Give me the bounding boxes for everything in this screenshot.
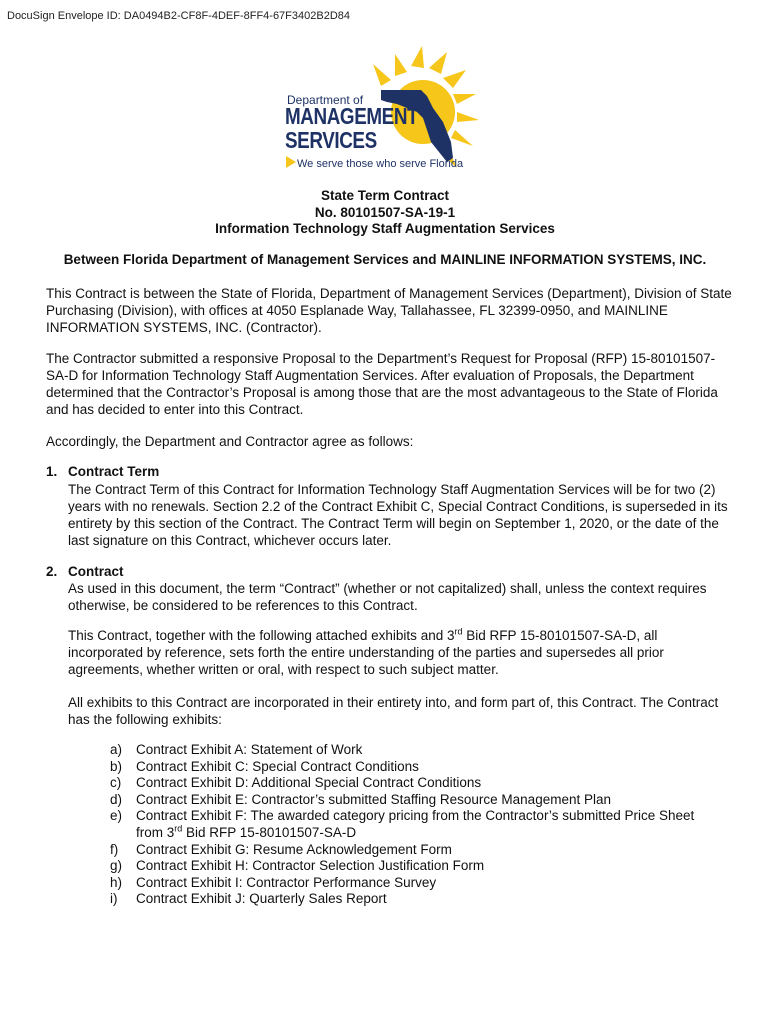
section-1-body: The Contract Term of this Contract for Information Technology Staff Augmentation Services will be for two (2) years with no renewals. Section 2.2 of the Contract Exhibit C, Special Contract Conditions, is superseded in its entirety by this section of the Contract. The Contract Term will begin on September 1, 2020, or the date of the last signature on this Contract, whichever occurs later. (68, 482, 728, 548)
section-1-number: 1. (46, 464, 58, 479)
title-line-3: Information Technology Staff Augmentation Services (215, 221, 555, 236)
logo-services: SERVICES (285, 127, 377, 153)
agree-paragraph: Accordingly, the Department and Contractor agree as follows: (46, 434, 414, 449)
exhibit-item: i) Contract Exhibit J: Quarterly Sales Report (110, 891, 387, 907)
section-2-number: 2. (46, 564, 58, 579)
logo-management: MANAGEMENT (285, 103, 419, 129)
section-1-title: Contract Term (68, 464, 160, 479)
dms-logo (283, 44, 498, 176)
section-2-heading (46, 564, 124, 579)
section-2-title: Contract (68, 564, 124, 579)
title-line-1: State Term Contract (320, 188, 450, 203)
exhibit-item: c) Contract Exhibit D: Additional Special Contract Conditions (110, 775, 482, 791)
title-line-2: No. 80101507-SA-19-1 (314, 205, 456, 220)
exhibit-item: b) Contract Exhibit C: Special Contract Conditions (110, 758, 419, 774)
exhibit-item: e) Contract Exhibit F: The awarded category pricing from the Contractor’s submitted Price Sheet from 3rd Bid RFP 15-80101507-SA-D (110, 808, 695, 840)
exhibit-list (110, 742, 730, 908)
exhibit-item: g) Contract Exhibit H: Contractor Selection Justification Form (110, 858, 485, 874)
logo-tagline: We serve those who serve Florida (297, 158, 464, 170)
exhibit-item: a) Contract Exhibit A: Statement of Work (110, 742, 363, 757)
tagline-arrow-icon (286, 156, 296, 168)
exhibit-item: h) Contract Exhibit I: Contractor Performance Survey (110, 874, 437, 890)
logo-dept-of: Department of (287, 93, 364, 107)
section-2-body-2: This Contract, together with the following attached exhibits and 3rd Bid RFP 15-80101507-SA-D, all incorporated by reference, sets forth the entire understanding of the parties and supersedes all prior agreements, whether written or oral, with respect to such subject matter. (68, 626, 664, 677)
proposal-paragraph: The Contractor submitted a responsive Proposal to the Department’s Request for Proposal (RFP) 15-80101507-SA-D for Information Technology Staff Augmentation Services. After evaluation of Proposals, the Department determined that the Contractor’s Proposal is among those that are the most advantageous to the State of Florida and has decided to enter into this Contract. (46, 351, 718, 417)
section-1-heading (46, 464, 159, 479)
between-parties: Between Florida Department of Management Services and MAINLINE INFORMATION SYSTEMS, INC. (63, 252, 707, 267)
exhibit-item: d) Contract Exhibit E: Contractor’s submitted Staffing Resource Management Plan (110, 791, 611, 807)
intro-paragraph: This Contract is between the State of Florida, Department of Management Services (Department), Division of State Purchasing (Division), with offices at 4050 Esplanade Way, Tallahassee, FL 32399-0950, and MAINLINE INFORMATION SYSTEMS, INC. (Contractor). (46, 286, 732, 335)
docusign-envelope-id: DocuSign Envelope ID: DA0494B2-CF8F-4DEF-8FF4-67F3402B2D84 (7, 10, 350, 22)
section-2-body-1: As used in this document, the term “Contract” (whether or not capitalized) shall, unless the context requires otherwise, be considered to be references to this Contract. (68, 581, 707, 613)
section-2-body-3: All exhibits to this Contract are incorporated in their entirety into, and form part of, this Contract. The Contract has the following exhibits: (68, 695, 719, 727)
exhibit-item: f) Contract Exhibit G: Resume Acknowledgement Form (110, 841, 452, 857)
